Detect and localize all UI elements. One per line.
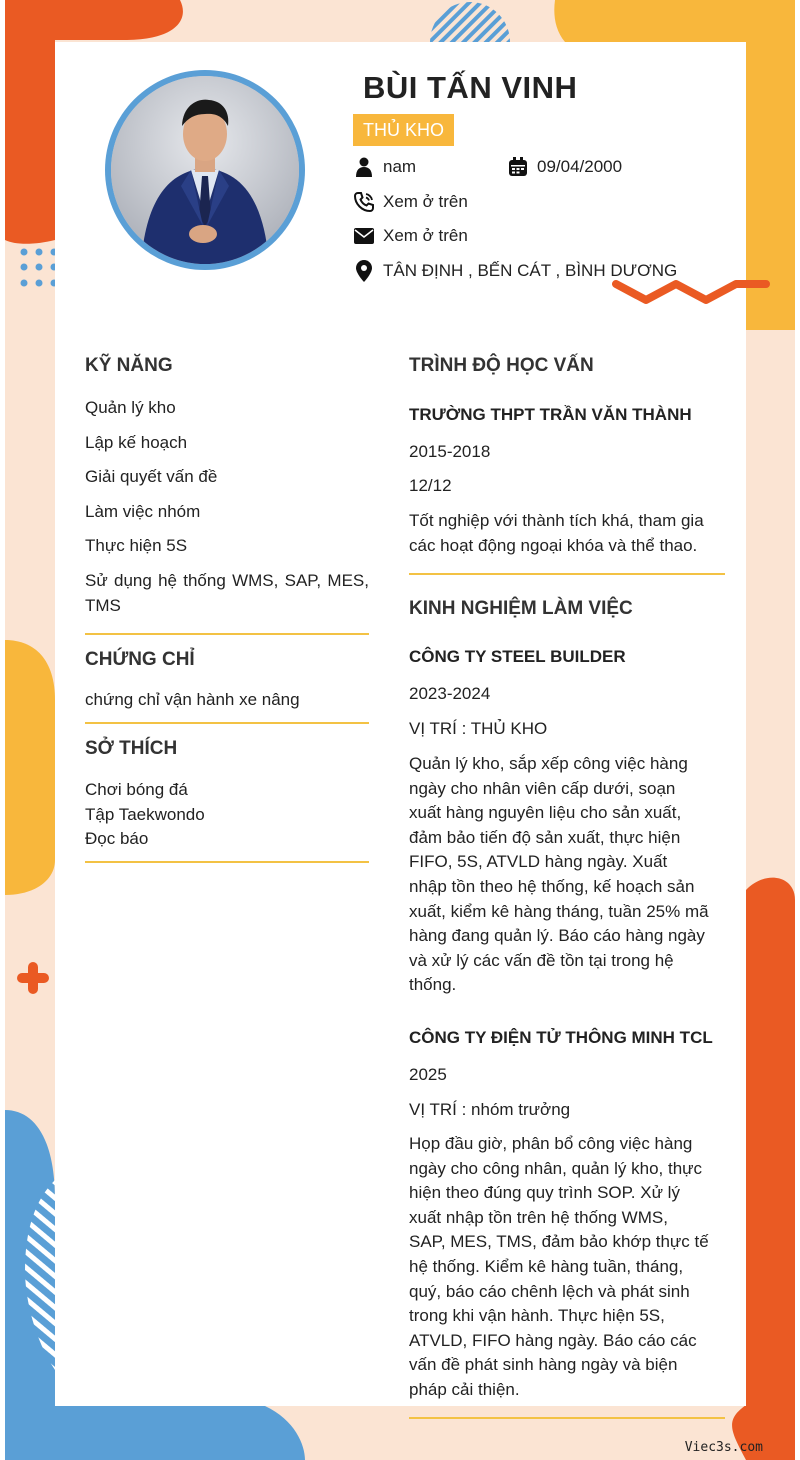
education-heading: TRÌNH ĐỘ HỌC VẤN <box>409 355 594 376</box>
phone-icon <box>353 191 375 213</box>
skill-item: Lập kế hoạch <box>85 433 188 452</box>
experience-heading: KINH NGHIỆM LÀM VIỆC <box>409 598 633 619</box>
hobby-item: Chơi bóng đá <box>85 780 188 799</box>
skill-item: Quản lý kho <box>85 398 176 417</box>
certificates-heading: CHỨNG CHỈ <box>85 649 195 670</box>
experience-divider <box>409 1417 725 1419</box>
calendar-icon <box>507 156 529 178</box>
address-value: TÂN ĐỊNH , BẾN CÁT , BÌNH DƯƠNG <box>383 261 678 280</box>
phone-value: Xem ở trên <box>383 192 468 211</box>
phone-row <box>353 191 468 213</box>
certificates-divider <box>85 722 369 724</box>
email-icon <box>353 225 375 247</box>
stripe-semicircle <box>430 2 510 42</box>
skill-item: Thực hiện 5S <box>85 536 188 555</box>
job-period: 2025 <box>409 1065 447 1084</box>
hobbies-heading: SỞ THÍCH <box>85 738 178 759</box>
job-title-badge: THỦ KHO <box>353 114 454 146</box>
education-period: 2015-2018 <box>409 442 491 461</box>
skills-heading: KỸ NĂNG <box>85 355 173 376</box>
job-position: VỊ TRÍ : nhóm trưởng <box>409 1100 571 1119</box>
location-pin-icon <box>353 260 375 282</box>
job-company: CÔNG TY ĐIỆN TỬ THÔNG MINH TCL <box>409 1028 713 1047</box>
plus-horizontal <box>17 973 49 983</box>
email-value: Xem ở trên <box>383 226 468 245</box>
candidate-name: BÙI TẤN VINH <box>363 70 578 105</box>
birthdate-row <box>507 156 622 178</box>
school-name: TRƯỜNG THPT TRẦN VĂN THÀNH <box>409 405 692 424</box>
hobby-item: Đọc báo <box>85 829 149 848</box>
skill-item: Giải quyết vấn đề <box>85 467 218 486</box>
skill-item-continued: TMS <box>85 596 121 615</box>
job-description: Quản lý kho, sắp xếp công việc hàng ngày cho nhân viên cấp dưới, soạn xuất hàng nguyên liệu cho sản xuất, đảm bảo tiến độ sản xuất, thực hiện FIFO, 5S, ATVLD hàng ngày. Xuất nhập tồn theo hệ thống, kế hoạch sản xuất, kiểm kê hàng tháng, tuần 25% mã hàng đang quản lý. Báo cáo hàng ngày và xử lý các vấn đề tồn tại trong hệ thống. <box>409 754 709 995</box>
job-company: CÔNG TY STEEL BUILDER <box>409 647 626 666</box>
education-divider <box>409 573 725 575</box>
address-row <box>353 260 677 282</box>
avatar-portrait <box>111 76 299 264</box>
skills-divider <box>85 633 369 635</box>
yellow-half-circle-left <box>5 640 55 895</box>
education-grade: 12/12 <box>409 476 452 495</box>
certificate-item: chứng chỉ vận hành xe nâng <box>85 690 300 709</box>
gender-value: nam <box>383 157 417 176</box>
avatar <box>111 76 299 264</box>
footer-brand: Viec3s.com <box>684 1440 763 1455</box>
skill-item: Làm việc nhóm <box>85 502 201 521</box>
job-period: 2023-2024 <box>409 684 491 703</box>
job-position: VỊ TRÍ : THỦ KHO <box>409 719 548 738</box>
person-icon <box>353 156 375 178</box>
job-description: Họp đầu giờ, phân bổ công việc hàng ngày cho công nhân, quản lý kho, thực hiện theo đúng quy trình SOP. Xử lý xuất nhập tồn trên hệ thống WMS, SAP, MES, TMS, đảm bảo khớp thực tế hệ thống. Kiểm kê hàng tuần, tháng, quý, báo cáo chênh lệch và phát sinh trong khi vận hành. Thực hiện 5S, ATVLD, FIFO hàng ngày. Báo cáo các vấn đề phát sinh hàng ngày và biện pháp cải thiện. <box>409 1134 709 1399</box>
hobbies-divider <box>85 861 369 863</box>
education-description: Tốt nghiệp với thành tích khá, tham gia các hoạt động ngoại khóa và thể thao. <box>409 511 704 555</box>
birthdate-value: 09/04/2000 <box>537 157 623 176</box>
gender-row <box>353 156 416 178</box>
skill-item: Sử dụng hệ thống WMS, SAP, MES, <box>85 571 369 590</box>
email-row <box>353 225 468 247</box>
hobby-item: Tập Taekwondo <box>85 805 205 824</box>
